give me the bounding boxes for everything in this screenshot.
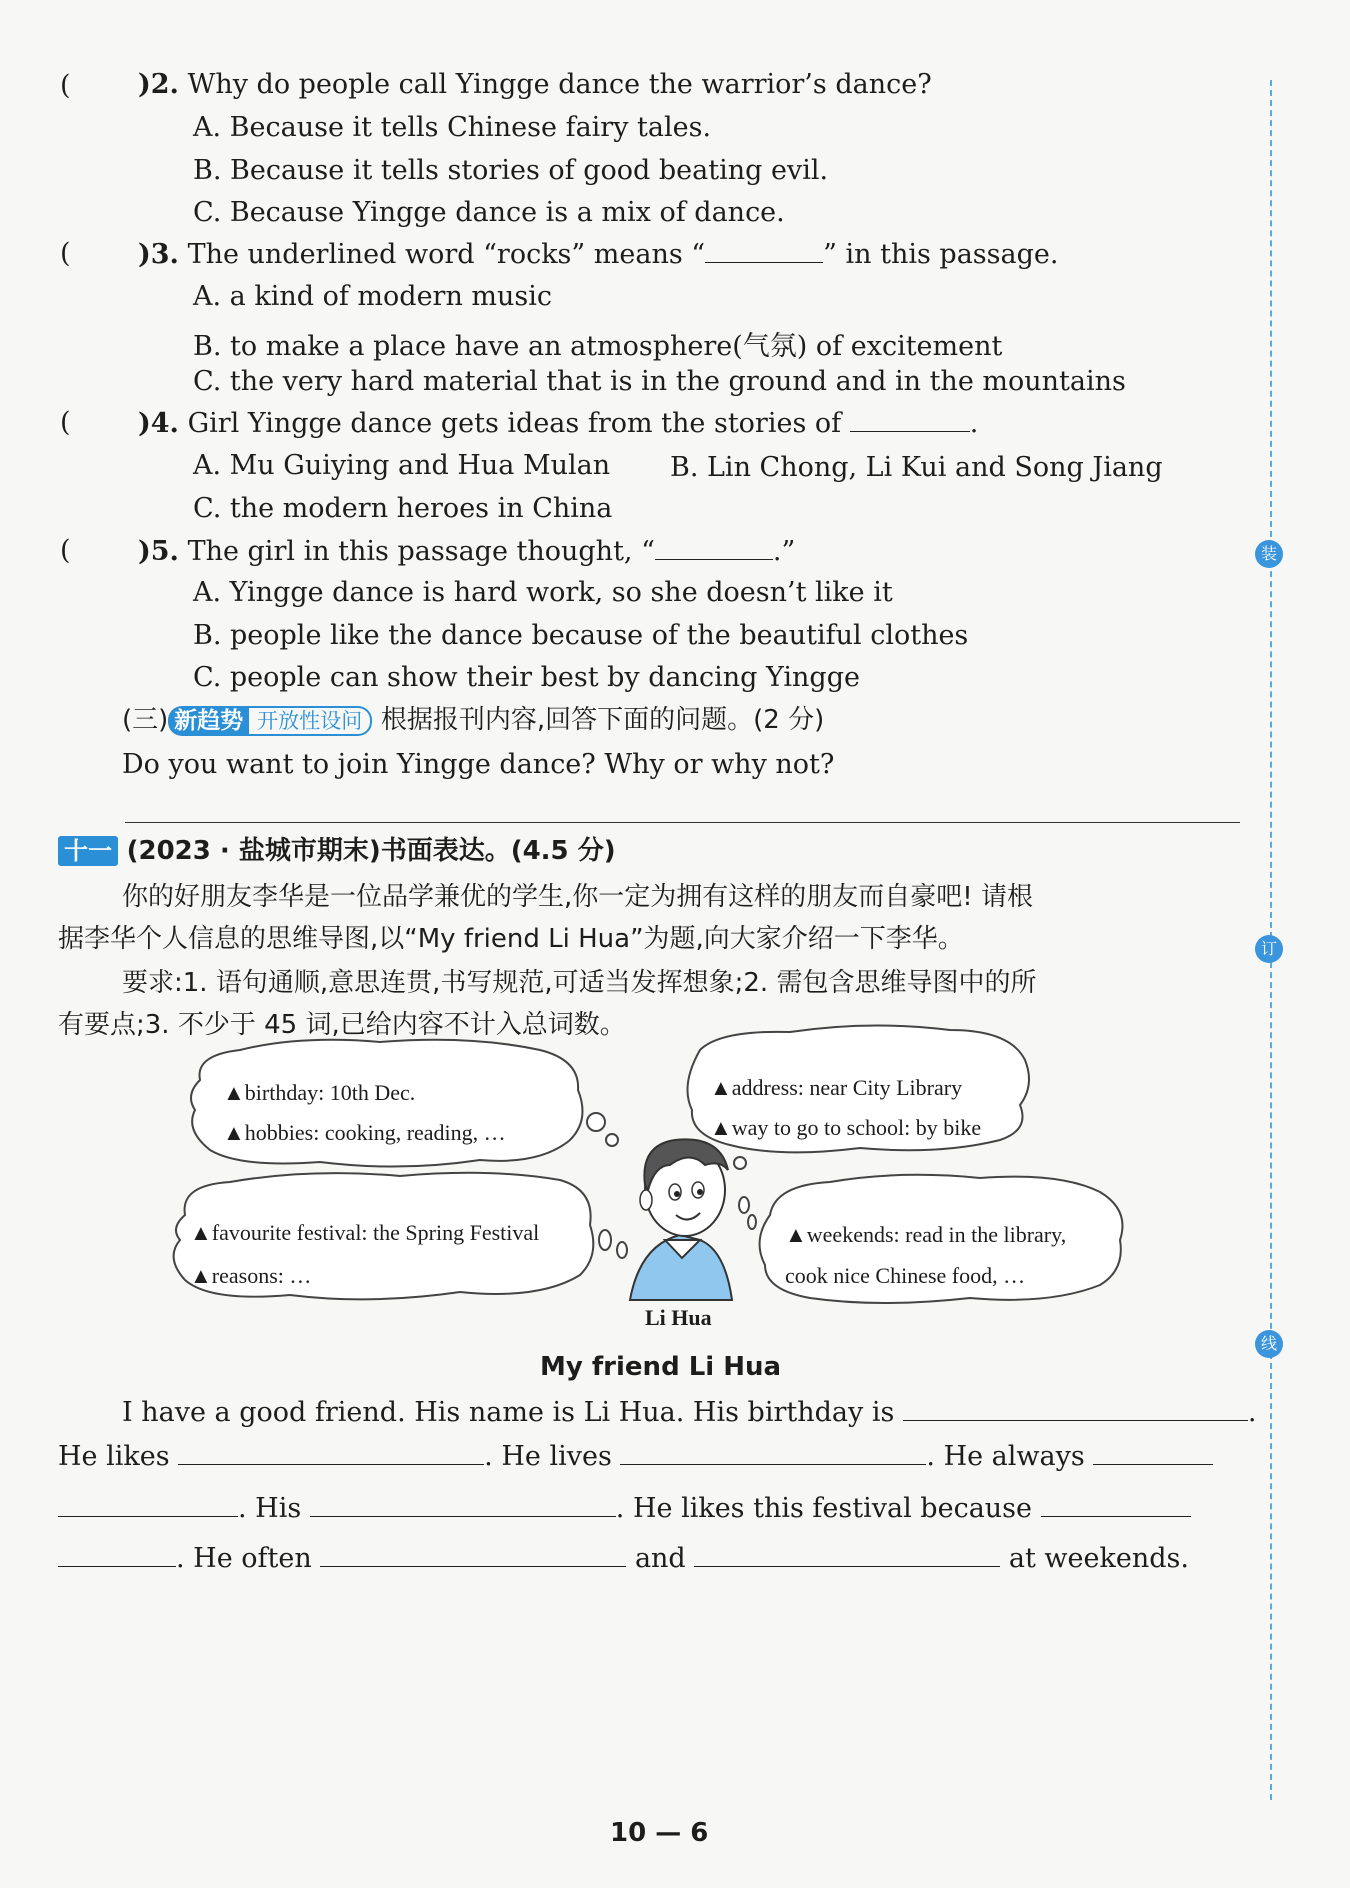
weekends-point: ▲weekends: read in the library,: [785, 1222, 1067, 1247]
q5-option-b: B. people like the dance because of the beautiful clothes: [193, 620, 969, 651]
q3-option-b: B. to make a place have an atmosphere(气氛) of excitement: [193, 331, 1003, 362]
festival-point: ▲favourite festival: the Spring Festival: [190, 1220, 540, 1245]
q2-option-a: A. Because it tells Chinese fairy tales.: [193, 112, 712, 143]
birthday-point: ▲birthday: 10th Dec.: [223, 1080, 416, 1105]
q2-option-c: C. Because Yingge dance is a mix of dance.: [193, 197, 785, 228]
q4-option-b: B. Lin Chong, Li Kui and Song Jiang: [670, 452, 1163, 483]
boy-avatar: [630, 1139, 732, 1300]
essay-line-4: . He often and at weekends.: [58, 1542, 1189, 1576]
prompt-line-2: 据李华个人信息的思维导图,以“My friend Li Hua”为题,向大家介绍一下李华。: [58, 924, 964, 954]
answer-bracket-left: (: [60, 535, 71, 566]
q4-option-c: C. the modern heroes in China: [193, 493, 613, 524]
trend-badge: 新趋势: [168, 706, 249, 736]
weekends-point-continued: cook nice Chinese food, …: [785, 1263, 1026, 1288]
prompt-line-1: 你的好朋友李华是一位品学兼优的学生,你一定为拥有这样的朋友而自豪吧! 请根: [122, 882, 1033, 912]
essay-blank[interactable]: [58, 1542, 176, 1567]
question-2: )2. Why do people call Yingge dance the warrior’s dance?: [138, 69, 932, 100]
address-point: ▲address: near City Library: [710, 1075, 963, 1100]
question-3: )3. The underlined word “rocks” means “ ” in this passage.: [138, 239, 1059, 270]
hobbies-point: ▲hobbies: cooking, reading, …: [223, 1120, 506, 1145]
binding-mark: 线: [1255, 1330, 1283, 1358]
avatar-name-label: Li Hua: [645, 1305, 712, 1330]
requirement-line-1: 要求:1. 语句通顺,意思连贯,书写规范,可适当发挥想象;2. 需包含思维导图中的所: [122, 968, 1037, 998]
reasons-point: ▲reasons: …: [190, 1263, 312, 1288]
essay-blank[interactable]: [620, 1440, 926, 1465]
part3-question: Do you want to join Yingge dance? Why or why not?: [122, 749, 835, 780]
binding-mark: 装: [1255, 540, 1283, 568]
section-number-badge: 十一: [58, 836, 118, 866]
essay-blank[interactable]: [1041, 1492, 1191, 1517]
q2-option-b: B. Because it tells stories of good beating evil.: [193, 155, 829, 186]
essay-blank[interactable]: [694, 1542, 1000, 1567]
essay-blank[interactable]: [903, 1396, 1248, 1421]
answer-bracket-left: (: [60, 238, 71, 269]
essay-line-2: He likes . He lives . He always: [58, 1440, 1213, 1474]
question-5: )5. The girl in this passage thought, “ .”: [138, 536, 796, 567]
essay-line-3: . His . He likes this festival because: [58, 1492, 1191, 1526]
q4-option-a: A. Mu Guiying and Hua Mulan: [193, 450, 611, 481]
q5-option-a: A. Yingge dance is hard work, so she doesn’t like it: [193, 577, 893, 608]
q5-option-c: C. people can show their best by dancing Yingge: [193, 662, 860, 693]
essay-blank[interactable]: [58, 1492, 238, 1517]
binding-mark: 订: [1255, 935, 1283, 963]
essay-blank[interactable]: [178, 1440, 484, 1465]
q3-option-a: A. a kind of modern music: [193, 281, 553, 312]
essay-title: My friend Li Hua: [540, 1352, 782, 1382]
essay-blank[interactable]: [1093, 1440, 1213, 1465]
section11-heading: 十一 (2023 · 盐城市期末)书面表达。(4.5 分): [58, 834, 616, 868]
requirement-line-2: 有要点;3. 不少于 45 词,已给内容不计入总词数。: [58, 1010, 626, 1040]
answer-bracket-left: (: [60, 407, 71, 438]
question-4: )4. Girl Yingge dance gets ideas from the stories of .: [138, 408, 979, 439]
answer-bracket-left: (: [60, 70, 71, 101]
essay-blank[interactable]: [320, 1542, 626, 1567]
q3-option-c: C. the very hard material that is in the ground and in the mountains: [193, 366, 1126, 397]
essay-line-1: I have a good friend. His name is Li Hua. His birthday is .: [122, 1397, 1257, 1428]
open-question-badge: 开放性设问: [249, 706, 372, 736]
page-number: 10 — 6: [610, 1818, 709, 1848]
school-way-point: ▲way to go to school: by bike: [710, 1115, 982, 1140]
part3-heading: (三) 新趋势 开放性设问 根据报刊内容,回答下面的问题。(2 分): [122, 705, 825, 735]
essay-blank[interactable]: [310, 1492, 616, 1517]
